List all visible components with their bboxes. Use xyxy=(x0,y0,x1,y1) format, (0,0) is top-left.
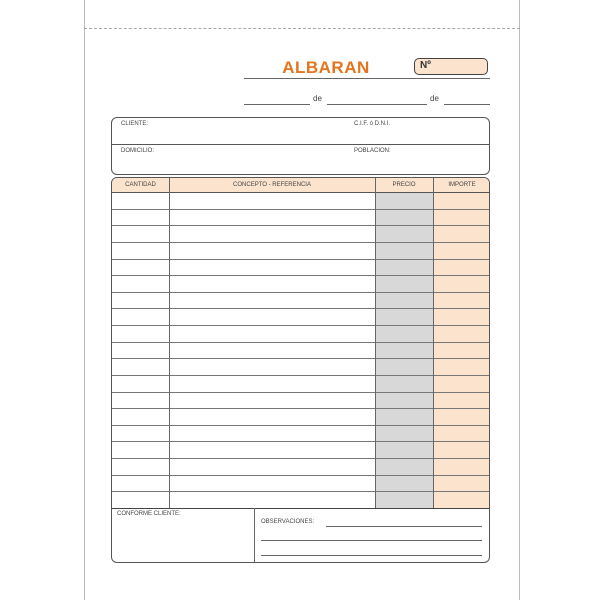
items-table xyxy=(111,177,490,563)
date-separator: de xyxy=(313,94,322,103)
cliente-label: CLIENTE: xyxy=(121,121,149,127)
date-day-line[interactable] xyxy=(244,104,310,105)
date-separator: de xyxy=(430,94,439,103)
column-divider xyxy=(169,178,170,508)
date-month-line[interactable] xyxy=(327,104,427,105)
title-underline xyxy=(244,78,490,79)
observaciones-line[interactable] xyxy=(261,555,482,556)
date-year-line[interactable] xyxy=(444,104,490,105)
header-concepto: CONCEPTO - REFERENCIA xyxy=(233,182,311,188)
observaciones-line[interactable] xyxy=(261,540,482,541)
footer-column-divider xyxy=(254,508,255,563)
domicilio-label: DOMICILIO: xyxy=(121,148,155,154)
precio-column-fill xyxy=(375,192,433,508)
conforme-cliente-label: CONFORME CLIENTE: xyxy=(117,511,181,517)
client-divider xyxy=(112,144,489,145)
form-title: ALBARAN xyxy=(282,58,370,77)
observaciones-label: OBSERVACIONES: xyxy=(261,519,315,525)
client-box xyxy=(111,117,490,175)
column-divider xyxy=(433,178,434,508)
number-field[interactable] xyxy=(414,58,488,75)
footer-divider xyxy=(112,508,490,509)
poblacion-label: POBLACION: xyxy=(354,148,391,154)
importe-column-fill xyxy=(433,192,490,508)
header-precio: PRECIO xyxy=(392,182,416,188)
header-importe: IMPORTE xyxy=(448,182,476,188)
number-label: Nº xyxy=(420,60,431,71)
cif-label: C.I.F. ó D.N.I. xyxy=(354,121,391,127)
perforation-line xyxy=(84,28,520,29)
observaciones-line[interactable] xyxy=(326,526,482,527)
header-cantidad: CANTIDAD xyxy=(125,182,156,188)
column-divider xyxy=(375,178,376,508)
